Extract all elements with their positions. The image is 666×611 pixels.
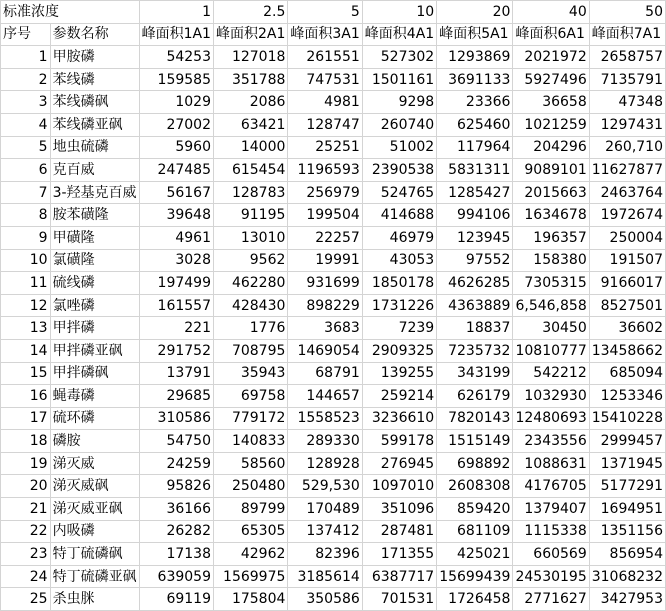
peak-area-cell[interactable]: 54253	[139, 46, 213, 69]
column-header-cell[interactable]: 峰面积3A1	[288, 23, 362, 46]
table-row	[1, 181, 666, 204]
peak-area-cell[interactable]: 261551	[288, 46, 362, 69]
peak-area-cell[interactable]: 1088631	[513, 452, 589, 475]
column-header-cell[interactable]: 参数名称	[50, 23, 139, 46]
peak-area-cell[interactable]: 5831311	[437, 159, 513, 182]
peak-area-cell[interactable]: 898229	[288, 294, 362, 317]
peak-area-cell[interactable]: 69758	[213, 385, 287, 408]
peak-area-cell[interactable]: 5177291	[589, 475, 665, 498]
peak-area-cell[interactable]: 527302	[362, 46, 436, 69]
table-row	[1, 339, 666, 362]
peak-area-cell[interactable]: 7135791	[589, 68, 665, 91]
parameter-name-cell[interactable]: 涕灭威亚砜	[50, 498, 139, 521]
concentration-cell[interactable]: 50	[589, 1, 665, 24]
table-row	[1, 46, 666, 69]
peak-area-cell[interactable]: 1351156	[589, 520, 665, 543]
peak-area-cell[interactable]: 626179	[437, 385, 513, 408]
parameter-name-cell[interactable]: 磷胺	[50, 430, 139, 453]
peak-area-cell[interactable]: 615454	[213, 159, 287, 182]
parameter-name-cell[interactable]: 特丁硫磷亚砜	[50, 565, 139, 588]
table-row	[1, 91, 666, 114]
peak-area-cell[interactable]: 36602	[589, 317, 665, 340]
peak-area-cell[interactable]: 2021972	[513, 46, 589, 69]
peak-area-cell[interactable]: 29685	[139, 385, 213, 408]
peak-area-cell[interactable]: 1558523	[288, 407, 362, 430]
peak-area-cell[interactable]: 5960	[139, 136, 213, 159]
peak-area-cell[interactable]: 701531	[362, 588, 436, 611]
peak-area-cell[interactable]: 191507	[589, 249, 665, 272]
peak-area-cell[interactable]: 931699	[288, 272, 362, 295]
peak-area-cell[interactable]: 23366	[437, 91, 513, 114]
row-index-cell[interactable]: 4	[1, 113, 51, 136]
peak-area-cell[interactable]: 698892	[437, 452, 513, 475]
table-row	[1, 226, 666, 249]
parameter-name-cell[interactable]: 胺苯磺隆	[50, 204, 139, 227]
table-row	[1, 249, 666, 272]
peak-area-cell[interactable]: 708795	[213, 339, 287, 362]
table-row	[1, 498, 666, 521]
row-index-cell[interactable]: 25	[1, 588, 51, 611]
peak-area-cell[interactable]: 13458662	[589, 339, 665, 362]
peak-area-cell[interactable]: 15699439	[437, 565, 513, 588]
peak-area-cell[interactable]: 3236610	[362, 407, 436, 430]
row-index-cell[interactable]: 12	[1, 294, 51, 317]
parameter-name-cell[interactable]: 特丁硫磷砜	[50, 543, 139, 566]
peak-area-cell[interactable]: 24530195	[513, 565, 589, 588]
parameter-name-cell[interactable]: 3-羟基克百威	[50, 181, 139, 204]
parameter-name-cell[interactable]: 地虫硫磷	[50, 136, 139, 159]
peak-area-cell[interactable]: 8527501	[589, 294, 665, 317]
peak-area-cell[interactable]: 685094	[589, 362, 665, 385]
row-index-cell[interactable]: 6	[1, 159, 51, 182]
parameter-name-cell[interactable]: 硫环磷	[50, 407, 139, 430]
table-row	[1, 317, 666, 340]
table-row	[1, 475, 666, 498]
peak-area-cell[interactable]: 7235732	[437, 339, 513, 362]
peak-area-cell[interactable]: 1634678	[513, 204, 589, 227]
peak-area-cell[interactable]: 36166	[139, 498, 213, 521]
peak-area-cell[interactable]: 3028	[139, 249, 213, 272]
peak-area-cell[interactable]: 3185614	[288, 565, 362, 588]
peak-area-cell[interactable]: 54750	[139, 430, 213, 453]
peak-area-cell[interactable]: 128928	[288, 452, 362, 475]
row-index-cell[interactable]: 3	[1, 91, 51, 114]
peak-area-cell[interactable]: 159585	[139, 68, 213, 91]
peak-area-cell[interactable]: 221	[139, 317, 213, 340]
table-row	[1, 385, 666, 408]
peak-area-cell[interactable]: 247485	[139, 159, 213, 182]
peak-area-cell[interactable]: 123945	[437, 226, 513, 249]
peak-area-cell[interactable]: 2771627	[513, 588, 589, 611]
peak-area-cell[interactable]: 343199	[437, 362, 513, 385]
peak-area-cell[interactable]: 1021259	[513, 113, 589, 136]
peak-area-cell[interactable]: 7239	[362, 317, 436, 340]
peak-area-cell[interactable]: 128783	[213, 181, 287, 204]
peak-area-cell[interactable]: 19991	[288, 249, 362, 272]
peak-area-cell[interactable]: 31068232	[589, 565, 665, 588]
peak-area-cell[interactable]: 1029	[139, 91, 213, 114]
peak-area-cell[interactable]: 1972674	[589, 204, 665, 227]
peak-area-cell[interactable]: 256979	[288, 181, 362, 204]
row-index-cell[interactable]: 11	[1, 272, 51, 295]
peak-area-cell[interactable]: 7820143	[437, 407, 513, 430]
parameter-name-cell[interactable]: 苯线磷	[50, 68, 139, 91]
peak-area-cell[interactable]: 1253346	[589, 385, 665, 408]
parameter-name-cell[interactable]: 甲拌磷砜	[50, 362, 139, 385]
peak-area-cell[interactable]: 1379407	[513, 498, 589, 521]
row-index-cell[interactable]: 16	[1, 385, 51, 408]
row-index-cell[interactable]: 14	[1, 339, 51, 362]
peak-area-cell[interactable]: 1032930	[513, 385, 589, 408]
peak-area-cell[interactable]: 4363889	[437, 294, 513, 317]
parameter-name-cell[interactable]: 涕灭威砜	[50, 475, 139, 498]
peak-area-cell[interactable]: 63421	[213, 113, 287, 136]
peak-area-cell[interactable]: 2463764	[589, 181, 665, 204]
peak-area-cell[interactable]: 199504	[288, 204, 362, 227]
peak-area-cell[interactable]: 2343556	[513, 430, 589, 453]
peak-area-cell[interactable]: 5927496	[513, 68, 589, 91]
row-index-cell[interactable]: 1	[1, 46, 51, 69]
peak-area-cell[interactable]: 12480693	[513, 407, 589, 430]
peak-area-cell[interactable]: 542212	[513, 362, 589, 385]
table-row	[1, 204, 666, 227]
peak-area-cell[interactable]: 4961	[139, 226, 213, 249]
peak-area-cell[interactable]: 2015663	[513, 181, 589, 204]
peak-area-cell[interactable]: 158380	[513, 249, 589, 272]
peak-area-cell[interactable]: 47348	[589, 91, 665, 114]
peak-area-cell[interactable]: 1097010	[362, 475, 436, 498]
peak-area-cell[interactable]: 2086	[213, 91, 287, 114]
table-row	[1, 113, 666, 136]
parameter-name-cell[interactable]: 甲拌磷亚砜	[50, 339, 139, 362]
peak-area-cell[interactable]: 4626285	[437, 272, 513, 295]
peak-area-cell[interactable]: 1515149	[437, 430, 513, 453]
peak-area-cell[interactable]: 13010	[213, 226, 287, 249]
peak-area-cell[interactable]: 2999457	[589, 430, 665, 453]
peak-area-cell[interactable]: 276945	[362, 452, 436, 475]
peak-area-cell[interactable]: 462280	[213, 272, 287, 295]
table-row	[1, 407, 666, 430]
peak-area-cell[interactable]: 428430	[213, 294, 287, 317]
peak-area-cell[interactable]: 524765	[362, 181, 436, 204]
peak-area-cell[interactable]: 250004	[589, 226, 665, 249]
peak-area-cell[interactable]: 414688	[362, 204, 436, 227]
peak-area-cell[interactable]: 1569975	[213, 565, 287, 588]
peak-area-cell[interactable]: 42962	[213, 543, 287, 566]
row-index-cell[interactable]: 17	[1, 407, 51, 430]
peak-area-cell[interactable]: 175804	[213, 588, 287, 611]
peak-area-cell[interactable]: 137412	[288, 520, 362, 543]
row-index-cell[interactable]: 2	[1, 68, 51, 91]
peak-area-cell[interactable]: 660569	[513, 543, 589, 566]
peak-area-cell[interactable]: 250480	[213, 475, 287, 498]
peak-area-cell[interactable]: 1776	[213, 317, 287, 340]
peak-area-cell[interactable]: 27002	[139, 113, 213, 136]
row-index-cell[interactable]: 19	[1, 452, 51, 475]
table-row	[1, 588, 666, 611]
peak-area-cell[interactable]: 171355	[362, 543, 436, 566]
peak-area-cell[interactable]: 65305	[213, 520, 287, 543]
peak-area-cell[interactable]: 1371945	[589, 452, 665, 475]
column-header-cell[interactable]: 序号	[1, 23, 51, 46]
peak-area-cell[interactable]: 310586	[139, 407, 213, 430]
table-row	[1, 159, 666, 182]
parameter-name-cell[interactable]: 苯线磷砜	[50, 91, 139, 114]
peak-area-cell[interactable]: 39648	[139, 204, 213, 227]
peak-area-cell[interactable]: 425021	[437, 543, 513, 566]
peak-area-cell[interactable]: 2608308	[437, 475, 513, 498]
peak-area-cell[interactable]: 3427953	[589, 588, 665, 611]
peak-area-cell[interactable]: 1501161	[362, 68, 436, 91]
peak-area-cell[interactable]: 351788	[213, 68, 287, 91]
peak-area-cell[interactable]: 9298	[362, 91, 436, 114]
peak-area-cell[interactable]: 6,546,858	[513, 294, 589, 317]
concentration-label-cell[interactable]: 标准浓度	[1, 1, 140, 24]
peak-area-cell[interactable]: 1694951	[589, 498, 665, 521]
table-row	[1, 452, 666, 475]
row-index-cell[interactable]: 10	[1, 249, 51, 272]
column-header-cell[interactable]: 峰面积5A1	[437, 23, 513, 46]
parameter-name-cell[interactable]: 甲胺磷	[50, 46, 139, 69]
peak-area-cell[interactable]: 139255	[362, 362, 436, 385]
peak-area-cell[interactable]: 4176705	[513, 475, 589, 498]
peak-area-cell[interactable]: 128747	[288, 113, 362, 136]
peak-area-cell[interactable]: 46979	[362, 226, 436, 249]
parameter-name-cell[interactable]: 甲磺隆	[50, 226, 139, 249]
row-index-cell[interactable]: 18	[1, 430, 51, 453]
table-row	[1, 520, 666, 543]
table-row	[1, 136, 666, 159]
peak-area-cell[interactable]: 599178	[362, 430, 436, 453]
parameter-name-cell[interactable]: 硫线磷	[50, 272, 139, 295]
peak-area-cell[interactable]: 529,530	[288, 475, 362, 498]
peak-area-cell[interactable]: 17138	[139, 543, 213, 566]
row-index-cell[interactable]: 24	[1, 565, 51, 588]
peak-area-cell[interactable]: 2658757	[589, 46, 665, 69]
peak-area-cell[interactable]: 4981	[288, 91, 362, 114]
table-row	[1, 362, 666, 385]
row-index-cell[interactable]: 13	[1, 317, 51, 340]
peak-area-cell[interactable]: 289330	[288, 430, 362, 453]
peak-area-cell[interactable]: 43053	[362, 249, 436, 272]
peak-area-cell[interactable]: 1285427	[437, 181, 513, 204]
peak-area-cell[interactable]: 1850178	[362, 272, 436, 295]
peak-area-cell[interactable]: 22257	[288, 226, 362, 249]
peak-area-cell[interactable]: 260740	[362, 113, 436, 136]
column-header-cell[interactable]: 峰面积7A1	[589, 23, 665, 46]
peak-area-cell[interactable]: 639059	[139, 565, 213, 588]
parameter-name-cell[interactable]: 内吸磷	[50, 520, 139, 543]
peak-area-cell[interactable]: 1469054	[288, 339, 362, 362]
parameter-name-cell[interactable]: 苯线磷亚砜	[50, 113, 139, 136]
peak-area-cell[interactable]: 7305315	[513, 272, 589, 295]
peak-area-cell[interactable]: 625460	[437, 113, 513, 136]
peak-area-cell[interactable]: 259214	[362, 385, 436, 408]
concentration-cell[interactable]: 40	[513, 1, 589, 24]
table-row	[1, 272, 666, 295]
peak-area-cell[interactable]: 1196593	[288, 159, 362, 182]
peak-area-cell[interactable]: 291752	[139, 339, 213, 362]
parameter-name-cell[interactable]: 克百威	[50, 159, 139, 182]
peak-area-cell[interactable]: 3691133	[437, 68, 513, 91]
peak-area-cell[interactable]: 15410228	[589, 407, 665, 430]
peak-area-cell[interactable]: 1293869	[437, 46, 513, 69]
peak-area-cell[interactable]: 161557	[139, 294, 213, 317]
peak-area-cell[interactable]: 350586	[288, 588, 362, 611]
peak-area-cell[interactable]: 170489	[288, 498, 362, 521]
peak-area-cell[interactable]: 1731226	[362, 294, 436, 317]
peak-area-cell[interactable]: 3683	[288, 317, 362, 340]
header-row-concentration	[1, 1, 666, 24]
column-header-cell[interactable]: 峰面积2A1	[213, 23, 287, 46]
peak-area-cell[interactable]: 82396	[288, 543, 362, 566]
peak-area-cell[interactable]: 69119	[139, 588, 213, 611]
row-index-cell[interactable]: 15	[1, 362, 51, 385]
row-index-cell[interactable]: 21	[1, 498, 51, 521]
table-row	[1, 430, 666, 453]
parameter-name-cell[interactable]: 氯磺隆	[50, 249, 139, 272]
table-row	[1, 543, 666, 566]
peak-area-cell[interactable]: 10810777	[513, 339, 589, 362]
peak-area-cell[interactable]: 13791	[139, 362, 213, 385]
peak-area-cell[interactable]: 2909325	[362, 339, 436, 362]
row-index-cell[interactable]: 8	[1, 204, 51, 227]
concentration-cell[interactable]: 2.5	[213, 1, 287, 24]
column-header-cell[interactable]: 峰面积4A1	[362, 23, 436, 46]
peak-area-cell[interactable]: 11627877	[589, 159, 665, 182]
peak-area-cell[interactable]: 89799	[213, 498, 287, 521]
peak-area-cell[interactable]: 197499	[139, 272, 213, 295]
peak-area-cell[interactable]: 56167	[139, 181, 213, 204]
peak-area-cell[interactable]: 26282	[139, 520, 213, 543]
concentration-cell[interactable]: 5	[288, 1, 362, 24]
peak-area-cell[interactable]: 14000	[213, 136, 287, 159]
row-index-cell[interactable]: 22	[1, 520, 51, 543]
parameter-name-cell[interactable]: 甲拌磷	[50, 317, 139, 340]
parameter-name-cell[interactable]: 氯唑磷	[50, 294, 139, 317]
peak-area-cell[interactable]: 25251	[288, 136, 362, 159]
peak-area-cell[interactable]: 140833	[213, 430, 287, 453]
peak-area-cell[interactable]: 859420	[437, 498, 513, 521]
peak-area-cell[interactable]: 35943	[213, 362, 287, 385]
peak-area-cell[interactable]: 1115338	[513, 520, 589, 543]
row-index-cell[interactable]: 7	[1, 181, 51, 204]
peak-area-cell[interactable]: 747531	[288, 68, 362, 91]
peak-area-cell[interactable]: 1297431	[589, 113, 665, 136]
concentration-cell[interactable]: 20	[437, 1, 513, 24]
peak-area-cell[interactable]: 18837	[437, 317, 513, 340]
column-header-cell[interactable]: 峰面积1A1	[139, 23, 213, 46]
parameter-name-cell[interactable]: 杀虫脒	[50, 588, 139, 611]
row-index-cell[interactable]: 9	[1, 226, 51, 249]
peak-area-cell[interactable]: 24259	[139, 452, 213, 475]
peak-area-cell[interactable]: 779172	[213, 407, 287, 430]
peak-area-cell[interactable]: 9089101	[513, 159, 589, 182]
row-index-cell[interactable]: 20	[1, 475, 51, 498]
parameter-name-cell[interactable]: 涕灭威	[50, 452, 139, 475]
peak-area-cell[interactable]: 9562	[213, 249, 287, 272]
peak-area-cell[interactable]: 144657	[288, 385, 362, 408]
peak-area-cell[interactable]: 95826	[139, 475, 213, 498]
peak-area-cell[interactable]: 58560	[213, 452, 287, 475]
table-row	[1, 565, 666, 588]
peak-area-cell[interactable]: 204296	[513, 136, 589, 159]
peak-area-cell[interactable]: 117964	[437, 136, 513, 159]
peak-area-cell[interactable]: 127018	[213, 46, 287, 69]
peak-area-cell[interactable]: 36658	[513, 91, 589, 114]
peak-area-cell[interactable]: 681109	[437, 520, 513, 543]
row-index-cell[interactable]: 5	[1, 136, 51, 159]
peak-area-cell[interactable]: 287481	[362, 520, 436, 543]
concentration-cell[interactable]: 10	[362, 1, 436, 24]
peak-area-cell[interactable]: 68791	[288, 362, 362, 385]
row-index-cell[interactable]: 23	[1, 543, 51, 566]
peak-area-cell[interactable]: 351096	[362, 498, 436, 521]
table-row	[1, 294, 666, 317]
table-row	[1, 68, 666, 91]
peak-area-cell[interactable]: 91195	[213, 204, 287, 227]
peak-area-cell[interactable]: 260,710	[589, 136, 665, 159]
peak-area-cell[interactable]: 51002	[362, 136, 436, 159]
peak-area-cell[interactable]: 6387717	[362, 565, 436, 588]
peak-area-cell[interactable]: 9166017	[589, 272, 665, 295]
parameter-name-cell[interactable]: 蝇毒磷	[50, 385, 139, 408]
peak-area-cell[interactable]: 2390538	[362, 159, 436, 182]
peak-area-cell[interactable]: 856954	[589, 543, 665, 566]
peak-area-cell[interactable]: 196357	[513, 226, 589, 249]
header-row-columns	[1, 23, 666, 46]
peak-area-cell[interactable]: 30450	[513, 317, 589, 340]
peak-area-cell[interactable]: 97552	[437, 249, 513, 272]
peak-area-cell[interactable]: 994106	[437, 204, 513, 227]
concentration-cell[interactable]: 1	[139, 1, 213, 24]
peak-area-cell[interactable]: 1726458	[437, 588, 513, 611]
column-header-cell[interactable]: 峰面积6A1	[513, 23, 589, 46]
